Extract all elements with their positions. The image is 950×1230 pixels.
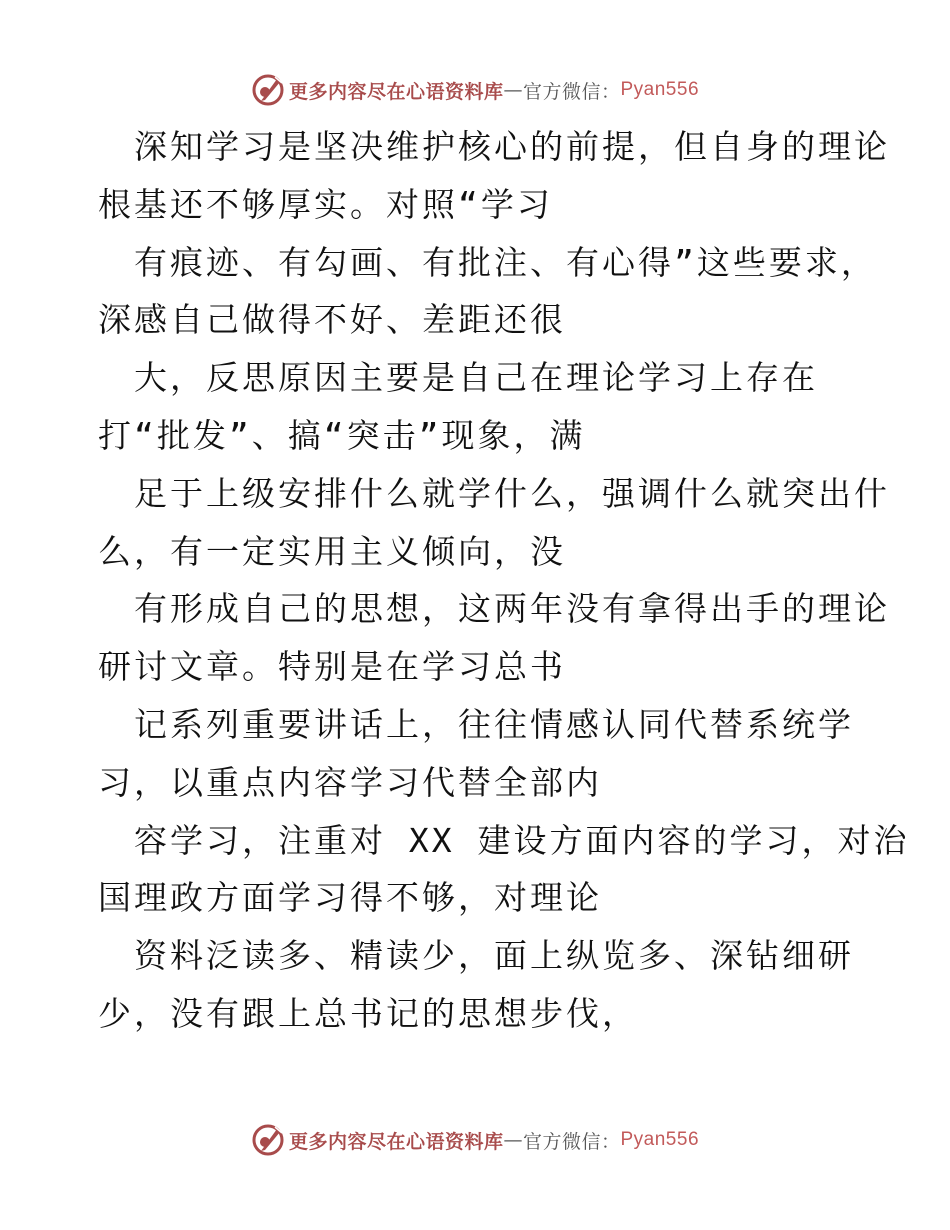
watermark-separator: —	[503, 79, 523, 101]
watermark-main-text: 更多内容尽在心语资料库	[288, 1130, 504, 1153]
body-line: 少，没有跟上总书记的思想步伐，	[98, 993, 638, 1033]
body-line: 容学习，注重对 XX 建设方面内容的学习，对治	[134, 820, 910, 860]
body-line: 深感自己做得不好、差距还很	[98, 300, 566, 340]
body-line: 有形成自己的思想，这两年没有拿得出手的理论	[134, 589, 890, 629]
body-line: 根基还不够厚实。对照“学习	[98, 184, 553, 224]
quill-pen-logo-icon	[251, 1123, 285, 1157]
body-line: 大，反思原因主要是自己在理论学习上存在	[134, 358, 818, 398]
body-line: 记系列重要讲话上，往往情感认同代替系统学	[134, 704, 854, 744]
body-line: 打“批发”、搞“突击”现象，满	[98, 415, 586, 455]
watermark-main-text: 更多内容尽在心语资料库	[288, 80, 504, 103]
watermark-separator: —	[503, 1129, 523, 1151]
body-line: 资料泛读多、精读少，面上纵览多、深钻细研	[134, 936, 854, 976]
header-watermark	[0, 70, 950, 110]
body-line: 么，有一定实用主义倾向，没	[98, 531, 566, 571]
watermark-label: 官方微信：	[522, 80, 621, 103]
quill-pen-logo-icon	[251, 73, 285, 107]
body-line: 足于上级安排什么就学什么，强调什么就突出什	[134, 473, 890, 513]
body-line: 深知学习是坚决维护核心的前提，但自身的理论	[134, 127, 890, 166]
body-line: 研讨文章。特别是在学习总书	[98, 647, 566, 687]
body-line: 习，以重点内容学习代替全部内	[98, 762, 602, 802]
document-body	[98, 118, 910, 1043]
watermark-label: 官方微信：	[522, 1130, 621, 1153]
watermark-account: Pyan556	[620, 79, 700, 100]
footer-watermark	[0, 1120, 950, 1160]
body-line: 有痕迹、有勾画、有批注、有心得”这些要求，	[134, 242, 877, 282]
watermark-account: Pyan556	[620, 1129, 700, 1150]
body-line: 国理政方面学习得不够，对理论	[98, 878, 602, 918]
